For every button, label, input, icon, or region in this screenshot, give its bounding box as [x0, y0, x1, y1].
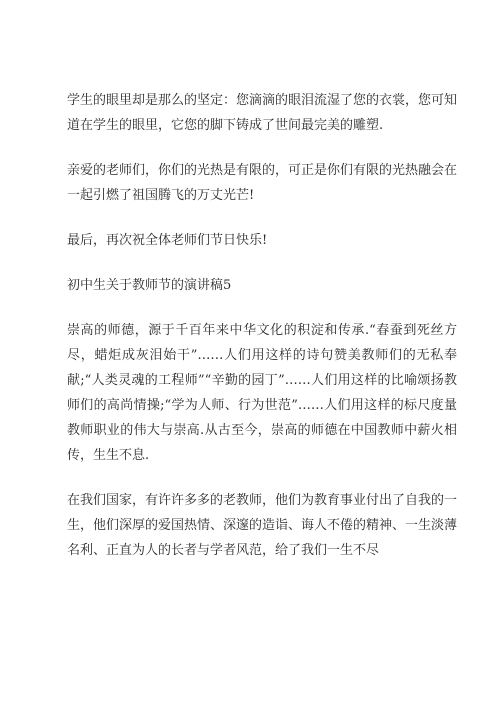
paragraph-closing-wish: 最后，再次祝全体老师们节日快乐! — [67, 233, 268, 248]
paragraph-spacer — [67, 298, 457, 318]
paragraph-spacer — [67, 138, 457, 158]
section-heading: 初中生关于教师节的演讲稿5 — [67, 278, 232, 293]
paragraph-old-teachers: 在我们国家，有许许多多的老教师，他们为教育事业付出了自我的一生，他们深厚的爱国热情、深邃的造诣、诲人不倦的精神、一生淡薄名利、正直为人的长者与学者风范，给了我们一生不尽 — [67, 493, 458, 558]
paragraph-teacher-light: 亲爱的老师们，你们的光热是有限的，可正是你们有限的光热融会在一起引燃了祖国腾飞的万丈光芒! — [67, 163, 458, 203]
paragraph-spacer — [67, 468, 457, 488]
paragraph-spacer — [67, 253, 457, 273]
document-body — [67, 88, 457, 563]
paragraph-teacher-tears: 学生的眼里却是那么的坚定：您滴滴的眼泪流湿了您的衣裳，您可知道在学生的眼里，它您的脚下铸成了世间最完美的雕塑. — [67, 93, 458, 133]
paragraph-spacer — [67, 208, 457, 228]
paragraph-teacher-ethics: 崇高的师德，源于千百年来中华文化的积淀和传承.“春蚕到死丝方尽，蜡炬成灰泪始干”……人们用这样的诗句赞美教师们的无私奉献;“人类灵魂的工程师”“辛勤的园丁”……人们用这样的比喻颂扬教师们的高尚情操;“学为人师、行为世范”……人们用这样的标尺度量教师职业的伟大与崇高.从古至今，崇高的师德在中国教师中薪火相传，生生不息. — [67, 323, 457, 463]
